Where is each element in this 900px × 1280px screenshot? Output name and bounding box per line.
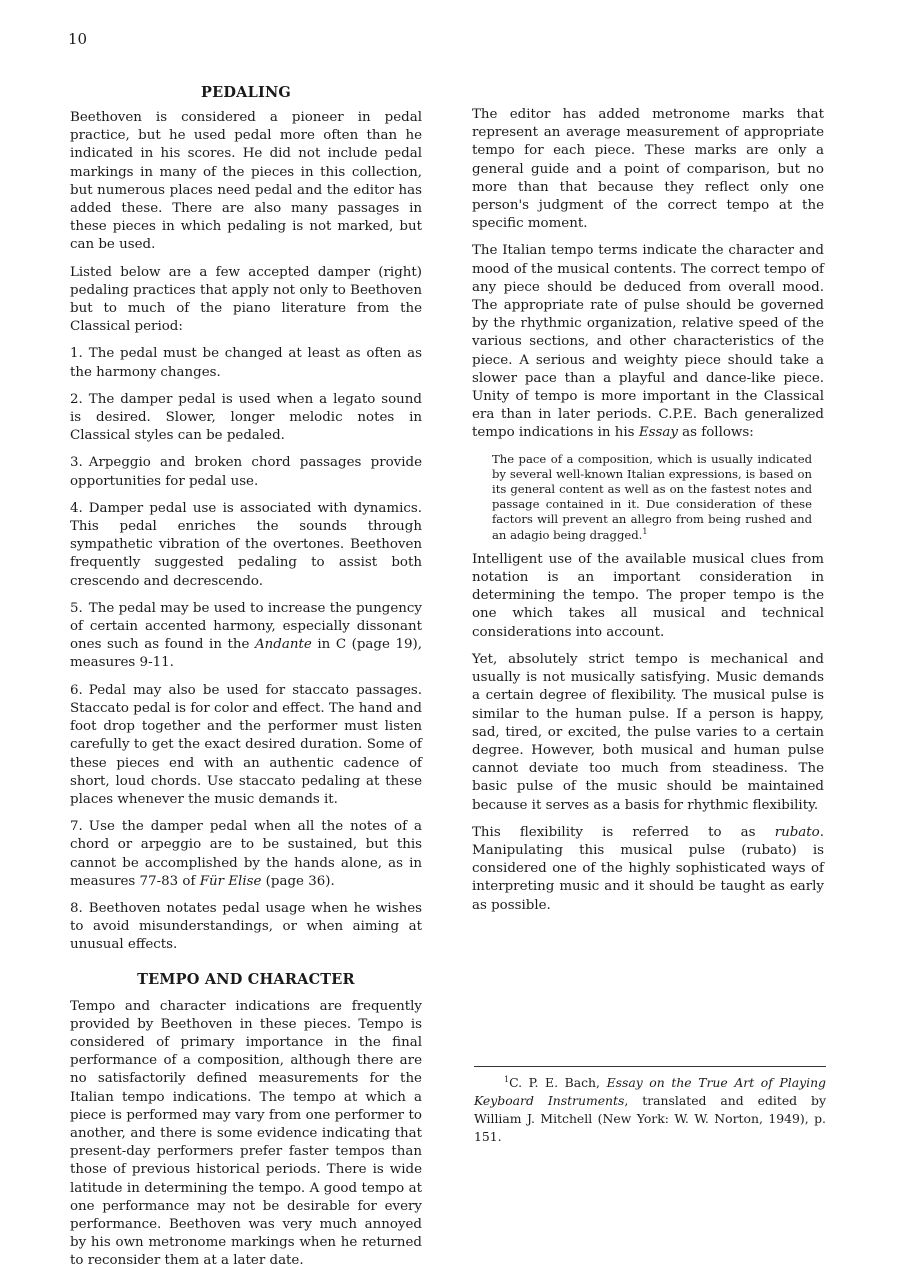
item-number: 6.	[70, 682, 83, 698]
item-number: 4.	[70, 500, 83, 516]
list-item	[70, 682, 422, 809]
left-column	[70, 84, 422, 1280]
item-number: 1.	[70, 346, 83, 362]
item-text: The pedal must be changed at least as often as the harmony changes.	[70, 346, 422, 380]
right-column	[472, 106, 824, 924]
item-number: 3.	[70, 455, 83, 471]
tempo-heading: TEMPO AND CHARACTER	[137, 970, 355, 988]
item-number: 2.	[70, 391, 83, 407]
tempo-paragraph-2: The editor has added metronome marks that represent an average measurement of appropriate tempo for each piece. These marks are only a general guide and a point of comparison, but no more than that because they reflect only one person's judgment of the correct tempo at the specific moment.	[472, 107, 824, 232]
item-text: in C (page 19), measures 9-11.	[70, 637, 422, 671]
text-span: This flexibility is referred to as	[472, 824, 775, 840]
item-italic: Für Elise	[199, 873, 262, 889]
text-span: as follows:	[677, 425, 754, 441]
list-item	[70, 345, 422, 381]
tempo-paragraph-3	[472, 242, 824, 442]
list-item	[70, 391, 422, 446]
tempo-paragraph-6	[472, 824, 824, 915]
footnote-italic-title: Essay on the True Art of Playing Keyboard Instruments	[474, 1075, 826, 1108]
block-quote	[492, 452, 812, 543]
item-text: Use the damper pedal when all the notes of a chord or arpeggio are to be sustained, but this cannot be accomplished by the hands alone, as in measures 77-83 of	[70, 819, 422, 889]
footnote-mark: 1	[504, 1074, 510, 1084]
item-number: 5.	[70, 600, 83, 616]
list-item	[70, 818, 422, 891]
item-italic: Andante	[255, 637, 312, 653]
item-text: The pedal may be used to increase the pungency of certain accented harmony, especially dissonant ones such as found in the	[70, 600, 422, 653]
footnote	[474, 1074, 826, 1146]
item-text: Damper pedal use is associated with dynamics. This pedal enriches the sounds through sympathetic vibration of the overtones. Beethoven frequently suggested pedaling to assist both crescendo and decrescendo.	[70, 500, 422, 589]
quote-text: The pace of a composition, which is usually indicated by several well-known Italian expressions, is based on its general content as well as on the fastest notes and passage contained in it. Due consideration of these factors will prevent an allegro from being rushed and an adagio being dragged.	[492, 451, 812, 542]
page-number: 10	[68, 30, 88, 48]
list-item	[70, 500, 422, 591]
paragraph: Listed below are a few accepted damper (right) pedaling practices that apply not only to Beethoven but to much of the piano literature from the Classical period:	[70, 264, 422, 335]
item-text: Arpeggio and broken chord passages provide opportunities for pedal use.	[70, 455, 422, 489]
item-text: The damper pedal is used when a legato sound is desired. Slower, longer melodic notes in Classical styles can be pedaled.	[70, 391, 422, 444]
tempo-paragraph-5: Yet, absolutely strict tempo is mechanical and usually is not musically satisfying. Music demands a certain degree of flexibility. The musical pulse is similar to the human pulse. If a person is happy, sad, tired, or excited, the pulse varies to a certain degree. However, both musical and human pulse cannot deviate too much from steadiness. The basic pulse of the music should be maintained because it serves as a basis for rhythmic flexibility.	[472, 651, 824, 813]
text-span: The Italian tempo terms indicate the character and mood of the musical contents. The correct tempo of any piece should be deduced from overall mood. The appropriate rate of pulse should be governed by the rhythmic organization, relative speed of the various sections, and other characteristics of the piece. A serious and weighty piece should take a slower pace than a playful and dance-like piece. Unity of tempo is more important in the Classical era than in later periods. C.P.E. Bach generalized tempo indications in his	[472, 243, 824, 441]
list-item	[70, 900, 422, 955]
item-text: Pedal may also be used for staccato passages. Staccato pedal is for color and effect. The hand and foot drop together and the performer must listen carefully to get the exact desired duration. Some of these pieces end with an authentic cadence of short, loud chords. Use staccato pedaling at these places whenever the music demands it.	[70, 682, 422, 807]
text-span: . Manipulating this musical pulse (rubato) is considered one of the highly sophisticated ways of interpreting music and it should be taught as early as possible.	[472, 824, 824, 913]
tempo-paragraph-1: Tempo and character indications are frequently provided by Beethoven in these pieces. Tempo is considered of primary importance in the final performance of a composition, although there are no satisfactorily defined measurements for the Italian tempo indications. The tempo at which a piece is performed may vary from one performer to another, and there is some evidence indicating that present-day performers prefer faster tempos than those of previous historical periods. There is wide latitude in determining the tempo. A good tempo at one performance may not be desirable for every performance. Beethoven was very much annoyed by his own metronome markings when he returned to reconsider them at a later date.	[70, 998, 422, 1269]
footnote-text: C. P. E. Bach,	[509, 1075, 607, 1090]
footnote-text: , translated and edited by William J. Mitchell (New York: W. W. Norton, 1949), p. 151.	[474, 1093, 826, 1144]
list-item	[70, 600, 422, 673]
footnote-reference: 1	[642, 526, 648, 536]
pedaling-heading: PEDALING	[201, 84, 291, 101]
paragraph: Beethoven is considered a pioneer in pedal practice, but he used pedal more often than he indicated in his scores. He did not include pedal markings in many of the pieces in this collection, but numerous places need pedal and the editor has added these. There are also many passages in these pieces in which pedaling is not marked, but can be used.	[70, 110, 422, 253]
italic-essay: Essay	[638, 425, 678, 441]
list-item	[70, 454, 422, 490]
item-text: Beethoven notates pedal usage when he wishes to avoid misunderstandings, or when aiming at unusual effects.	[70, 900, 422, 953]
footnote-divider	[474, 1066, 826, 1067]
item-number: 8.	[70, 900, 83, 916]
item-number: 7.	[70, 819, 83, 835]
item-text: (page 36).	[261, 873, 335, 889]
italic-rubato: rubato	[774, 824, 820, 840]
tempo-paragraph-4: Intelligent use of the available musical clues from notation is an important consideration in determining the tempo. The proper tempo is the one which takes all musical and technical considerations into account.	[472, 551, 824, 640]
